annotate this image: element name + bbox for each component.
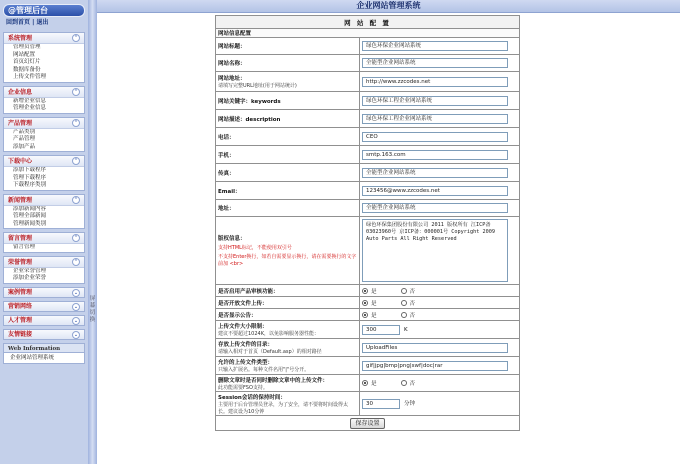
nav-item[interactable]: 下载程序类别 — [13, 182, 47, 188]
site-title-input[interactable]: 绿色环保企业网站系统 — [362, 41, 508, 51]
web-info-title: Web Information — [3, 343, 85, 353]
delete-files-label: 删除文章时是否同时删除文章中的上传文件： — [218, 377, 329, 384]
upload-dir-note: 请输入相对于首页（Default.asp）的相对路径 — [218, 349, 322, 355]
chevron-down-icon[interactable]: ⌄ — [73, 303, 79, 310]
show-announce-label: 是否显示公告： — [216, 309, 360, 321]
no-label: 否 — [409, 381, 416, 387]
config-form — [215, 15, 520, 431]
nav-group-title: 产品管理 — [8, 119, 33, 127]
nav-group-title: 留言管理 — [8, 235, 33, 242]
nav-group-title: 系统管理 — [8, 35, 33, 42]
product-audit-yes-radio[interactable] — [362, 288, 368, 294]
session-label-cell — [216, 392, 360, 416]
upload-max-label: 上传文件大小限制： — [218, 324, 268, 330]
copyright-note-newline: 不支持Enter换行，如若自需要显示换行，请在需要换行的文字前加 <br> — [218, 254, 357, 267]
nav-group-title: 企业信息 — [8, 88, 33, 96]
nav-item[interactable]: 添加产品 — [13, 143, 36, 150]
submit-row — [216, 416, 520, 431]
site-url-note: 请填写完整URL地址(用于网站统计) — [218, 83, 297, 89]
nav-group-header[interactable] — [4, 87, 84, 98]
nav-group-talent[interactable] — [3, 315, 85, 326]
window-title: 企业网站管理系统 — [97, 0, 680, 13]
nav-group-title: 荣誉管理 — [8, 258, 33, 266]
nav-group-messages — [3, 232, 85, 253]
upload-max-unit: K — [404, 327, 408, 333]
upload-types-input[interactable]: gif|jpg|bmp|png|swf|doc|rar — [362, 361, 508, 371]
nav-item[interactable]: 管理下载程序 — [13, 174, 47, 181]
phone-input[interactable]: CEO — [362, 132, 508, 142]
nav-item[interactable]: 数据库备份 — [13, 66, 41, 73]
chevron-up-icon[interactable]: ⌃ — [73, 158, 79, 164]
upload-dir-label-cell — [216, 339, 360, 357]
yes-label: 是 — [371, 381, 377, 387]
fax-input[interactable]: 全能型企业网站系统 — [362, 168, 508, 178]
upload-types-label: 允许的上传文件类型： — [218, 360, 274, 366]
nav-group-title: 友情链接 — [8, 330, 33, 338]
session-unit: 分钟 — [404, 401, 416, 407]
upload-types-label-cell — [216, 357, 360, 375]
delete-files-no-radio[interactable] — [401, 380, 407, 386]
upload-max-note: 建议不要超过1024K，以免影响服务器性能： — [218, 331, 320, 337]
splitter-label: 屏幕切换 — [89, 296, 96, 323]
upload-enable-yes-radio[interactable] — [362, 300, 368, 306]
yes-label: 是 — [371, 312, 377, 319]
site-url-label-cell — [216, 72, 360, 92]
chevron-up-icon[interactable]: ⌃ — [73, 119, 79, 126]
no-label: 否 — [409, 300, 416, 307]
nav-item[interactable]: 添加下载程序 — [13, 167, 47, 173]
web-info-text: 企业网站管理系统 — [3, 353, 85, 364]
sidebar-splitter[interactable] — [88, 0, 97, 464]
keywords-input[interactable]: 绿色环保工程企业网站系统 — [362, 96, 508, 106]
nav-item[interactable]: 企业荣誉管理 — [13, 267, 47, 274]
product-audit-no-radio[interactable] — [401, 288, 407, 294]
nav-item[interactable]: 管理企业信息 — [13, 105, 47, 111]
yes-label: 是 — [371, 288, 377, 295]
site-title-label: 网站标题： — [216, 38, 360, 55]
nav-group-title: 案例管理 — [8, 288, 33, 296]
copyright-note-html: 支持HTML标记，不能使用双引号 — [218, 245, 292, 251]
site-url-label: 网站地址： — [218, 76, 246, 82]
upload-enable-label: 是否开放文件上传： — [216, 297, 360, 309]
upload-max-input[interactable]: 300 — [362, 325, 400, 335]
save-button[interactable]: 保存设置 — [350, 418, 384, 429]
chevron-down-icon[interactable]: ⌄ — [73, 289, 79, 296]
chevron-up-icon[interactable]: ⌃ — [73, 258, 79, 265]
nav-group-network[interactable] — [3, 301, 85, 312]
description-input[interactable]: 绿色环保工程企业网站系统 — [362, 114, 508, 124]
nav-group-title: 人才管理 — [8, 316, 33, 324]
top-links — [0, 17, 88, 28]
product-audit-label: 是否启用产品审核功能： — [216, 285, 360, 297]
mobile-label: 手机： — [216, 146, 360, 164]
email-label: Email： — [216, 182, 360, 200]
nav-item[interactable]: 网站配置 — [13, 51, 36, 58]
nav-group-header[interactable] — [4, 118, 84, 129]
nav-item[interactable]: 管理新闻类别 — [13, 220, 47, 227]
keywords-label: 网站关键字：keywords — [216, 92, 360, 110]
upload-dir-label: 存放上传文件的目录： — [218, 342, 274, 348]
nav-item[interactable]: 添加新闻内容 — [13, 205, 47, 212]
chevron-up-icon[interactable]: ⌃ — [73, 88, 79, 95]
show-announce-yes-radio[interactable] — [362, 312, 368, 318]
link-separator: | — [32, 19, 37, 26]
nav-item[interactable]: 首页幻灯片 — [13, 59, 41, 65]
description-label: 网站描述：description — [216, 110, 360, 128]
upload-enable-no-radio[interactable] — [401, 300, 407, 306]
address-label: 地址： — [216, 200, 360, 217]
upload-types-note: 只输入扩展名。每种文件名用"|"号分开。 — [218, 367, 310, 373]
nav-group-header[interactable] — [4, 233, 84, 244]
nav-item[interactable]: 添加企业荣誉 — [13, 275, 47, 281]
nav-group-cases[interactable] — [3, 287, 85, 298]
email-input[interactable]: 123456@www.zzcodes.net — [362, 186, 508, 196]
show-announce-no-radio[interactable] — [401, 312, 407, 318]
session-input[interactable]: 30 — [362, 399, 400, 409]
delete-files-label-cell — [216, 375, 360, 392]
chevron-down-icon[interactable]: ⌄ — [73, 317, 79, 324]
site-url-input[interactable]: http://www.zzcodes.net — [362, 77, 508, 87]
phone-label: 电话： — [216, 128, 360, 146]
fax-label: 传真： — [216, 164, 360, 182]
form-header: 网 站 配 置 — [216, 16, 520, 29]
sidebar — [0, 0, 88, 464]
upload-max-label-cell — [216, 321, 360, 339]
chevron-up-icon[interactable]: ⌃ — [73, 196, 79, 203]
nav-group-company — [3, 86, 85, 114]
nav-group-title: 下载中心 — [8, 158, 33, 165]
admin-logo: @管理后台 — [3, 4, 85, 17]
delete-files-yes-radio[interactable] — [362, 380, 368, 386]
session-label: Session会话的保持时间： — [218, 394, 286, 401]
chevron-down-icon[interactable]: ⌄ — [73, 331, 79, 338]
address-input[interactable]: 全能型企业网站系统 — [362, 203, 508, 213]
nav-group-downloads — [3, 155, 85, 191]
chevron-up-icon[interactable]: ⌃ — [73, 235, 79, 241]
site-name-input[interactable]: 全能型企业网站系统 — [362, 58, 508, 68]
no-label: 否 — [409, 312, 416, 319]
nav-group-products — [3, 117, 85, 153]
nav-item[interactable]: 管理全部新闻 — [13, 213, 47, 219]
nav-item[interactable]: 产品管理 — [13, 136, 36, 142]
nav-item[interactable]: 管理员管理 — [13, 44, 41, 50]
chevron-up-icon[interactable]: ⌃ — [73, 35, 79, 41]
home-link[interactable]: 回到首页 — [6, 19, 31, 26]
nav-group-links[interactable] — [3, 329, 85, 340]
nav-group-title: 新闻管理 — [8, 196, 33, 204]
site-name-label: 网站名称： — [216, 55, 360, 72]
section-title: 网站信息配置 — [216, 29, 520, 38]
nav-item[interactable]: 留言管理 — [13, 244, 36, 250]
logout-link[interactable]: 退出 — [36, 19, 49, 26]
nav-group-header[interactable] — [4, 195, 84, 206]
upload-dir-input[interactable]: UploadFiles — [362, 343, 508, 353]
delete-files-note: 此功能需要FSO支持。 — [218, 384, 268, 391]
copyright-label-cell — [216, 217, 360, 285]
nav-group-honors — [3, 256, 85, 284]
nav-item[interactable]: 新增企业信息 — [13, 97, 47, 104]
nav-item[interactable]: 上传文件管理 — [13, 74, 47, 80]
nav-group-header[interactable] — [4, 257, 84, 268]
nav-group-news — [3, 194, 85, 230]
nav-group-header[interactable] — [4, 156, 84, 167]
copyright-textarea[interactable]: 绿色环保集团股份有限公司 2011 版权所有 江ICP备03023960号 京ICP备：000001号 Copyright 2009 Auto Parts All Right Reserved — [362, 219, 508, 282]
nav-group-header[interactable] — [4, 33, 84, 44]
no-label: 否 — [409, 288, 416, 295]
session-note: 主要用于后台管理员登录，为了安全，请不要将时间设得太长。建议设为10分钟 — [218, 401, 349, 415]
mobile-input[interactable]: smtp.163.com — [362, 150, 508, 160]
nav-item[interactable]: 产品类别 — [13, 128, 36, 135]
nav-group-system — [3, 32, 85, 83]
nav-group-title: 营销网络 — [8, 302, 33, 310]
yes-label: 是 — [371, 300, 377, 307]
copyright-label: 版权信息： — [218, 236, 246, 242]
